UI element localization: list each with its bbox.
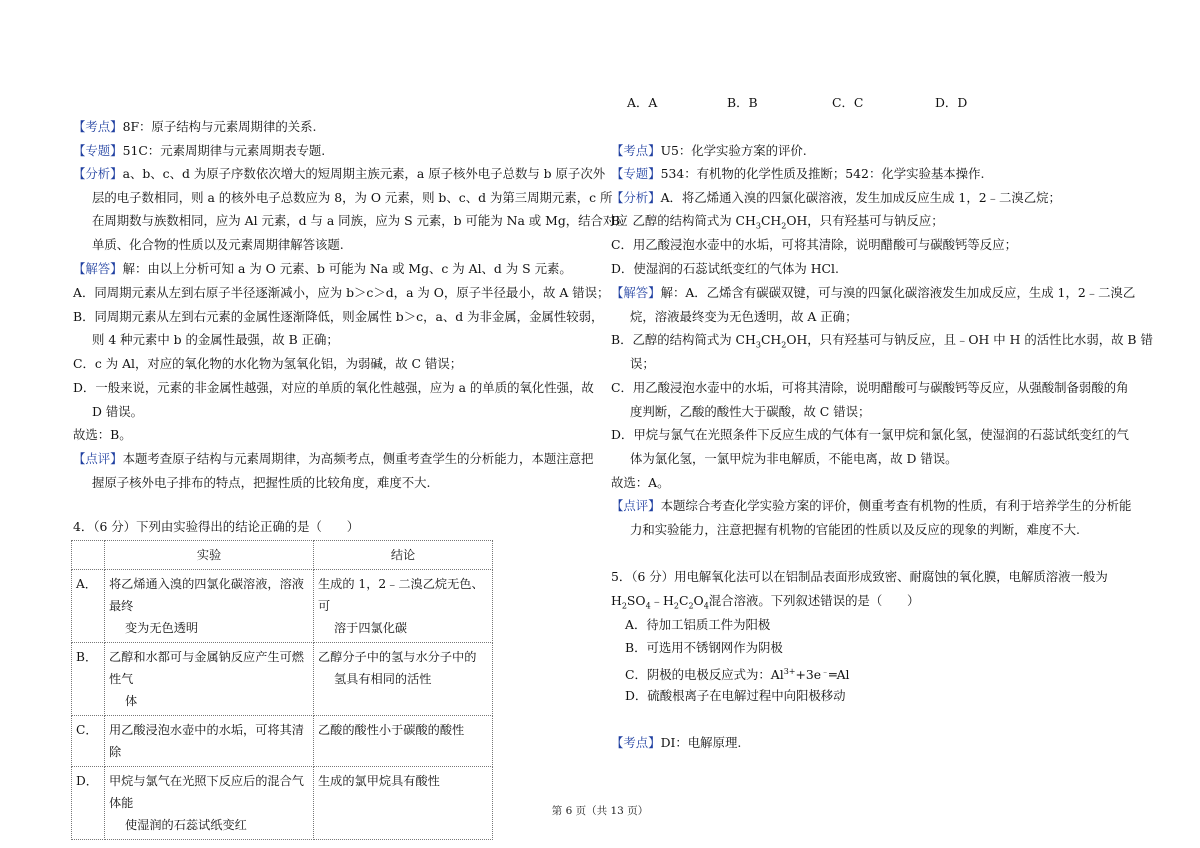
q5-option-b: B．可选用不锈钢网作为阴极 — [625, 640, 783, 655]
answer-line: 烷，溶液最终变为无色透明，故 A 正确； — [630, 309, 858, 324]
answer-line: B．同周期元素从左到右元素的金属性逐渐降低，则金属性 b＞c，a、d 为非金属，金属性较弱， — [73, 309, 604, 324]
option-a: A．A — [627, 95, 658, 110]
fenxi-line: C．用乙酸浸泡水壶中的水垢，可将其清除，说明醋酸可与碳酸钙等反应； — [611, 237, 1017, 252]
choice-line: 故选：B。 — [73, 427, 132, 442]
answer-line: D．甲烷与氯气在光照条件下反应生成的气体有一氯甲烷和氯化氢，使湿润的石蕊试纸变红的气 — [611, 427, 1129, 442]
answer-line: 度判断，乙酸的酸性大于碳酸，故 C 错误； — [630, 404, 871, 419]
question-5-formula: $H_2SO_4﹣H_2C_2O_4$混合溶液。下列叙述错误的是（ ） — [611, 593, 920, 611]
jieda-right: 【解答】解：A．乙烯含有碳碳双键，可与溴的四氯化碳溶液发生加成反应，生成 1，2﹣二溴乙 — [611, 285, 1136, 300]
fenxi-b: B．乙醇的结构简式为 $CH_3CH_2OH$，只有羟基可与钠反应； — [611, 213, 944, 231]
question-5: 5．（6 分）用电解氧化法可以在铝制品表面形成致密、耐腐蚀的氧化膜，电解质溶液一般为 — [611, 569, 1108, 584]
answer-line: C．用乙酸浸泡水壶中的水垢，可将其清除，说明醋酸可与碳酸钙等反应，从强酸制备弱酸的角 — [611, 380, 1129, 395]
answer-line: C．c 为 Al，对应的氧化物的水化物为氢氧化铝，为弱碱，故 C 错误； — [73, 356, 463, 371]
table-header-row — [72, 541, 493, 570]
zhuanti-left: 【专题】51C：元素周期律与元素周期表专题. — [73, 143, 326, 158]
page-footer: 第 6 页（共 13 页） — [551, 805, 649, 817]
kaodian-right: 【考点】U5：化学实验方案的评价. — [611, 143, 807, 158]
table-row: C． 用乙酸浸泡水壶中的水垢，可将其清除 乙酸的酸性小于碳酸的酸性 — [72, 716, 493, 767]
table-row: B． 乙醇和水都可与金属钠反应产生可燃性气 体 乙醇分子中的氢与水分子中的 氢具有相同的活性 — [72, 643, 493, 716]
answer-line: 则 4 种元素中 b 的金属性最强，故 B 正确； — [92, 332, 339, 347]
question-4: 4．（6 分）下列由实验得出的结论正确的是（ ） — [73, 519, 360, 534]
dianping-right: 【点评】本题综合考查化学实验方案的评价，侧重考查有机物的性质，有利于培养学生的分析能 — [611, 498, 1132, 513]
answer-line: 体为氯化氢，一氯甲烷为非电解质，不能电离，故 D 错误。 — [630, 451, 958, 466]
fenxi-right: 【分析】A．将乙烯通入溴的四氯化碳溶液，发生加成反应生成 1，2﹣二溴乙烷； — [611, 190, 1061, 205]
dianping-line: 力和实验能力，注意把握有机物的官能团的性质以及反应的现象的判断，难度不大. — [630, 522, 1081, 537]
kaodian-right-2: 【考点】DI：电解原理. — [611, 735, 742, 750]
q5-option-c: C．阴极的电极反应式为：$Al^{3+}+3e^﹣═Al$ — [625, 667, 850, 683]
option-c: C．C — [832, 95, 864, 110]
tag-label: 【考点】 — [73, 119, 123, 134]
table-row: A． 将乙烯通入溴的四氯化碳溶液，溶液最终 变为无色透明 生成的 1，2﹣二溴乙烷无色、可 溶于四氯化碳 — [72, 570, 493, 643]
table-header: 结论 — [314, 541, 493, 570]
fenxi-left: 【分析】a、b、c、d 为原子序数依次增大的短周期主族元素，a 原子核外电子总数与 b 原子次外 — [73, 166, 606, 181]
answer-line: 误； — [630, 356, 655, 371]
q5-option-d: D．硫酸根离子在电解过程中向阳极移动 — [625, 688, 846, 703]
fenxi-line: 层的电子数相同，则 a 的核外电子总数应为 8，为 O 元素，则 b、c、d 为第三周期元素，c 所 — [92, 190, 613, 205]
choice-line: 故选：A。 — [611, 475, 670, 490]
fenxi-line: D．使湿润的石蕊试纸变红的气体为 HCl. — [611, 261, 839, 276]
fenxi-line: 单质、化合物的性质以及元素周期律解答该题. — [92, 237, 344, 252]
answer-line: D．一般来说，元素的非金属性越强，对应的单质的氧化性越强，应为 a 的单质的氧化性强，故 — [73, 380, 594, 395]
dianping-line: 握原子核外电子排布的特点，把握性质的比较角度，难度不大. — [92, 475, 431, 490]
fenxi-line: 在周期数与族数相同，应为 Al 元素，d 与 a 同族，应为 S 元素，b 可能为 Na 或 Mg，结合对应 — [92, 213, 628, 228]
option-b: B．B — [727, 95, 758, 110]
experiment-table — [71, 540, 493, 840]
jieda-left: 【解答】解：由以上分析可知 a 为 O 元素、b 可能为 Na 或 Mg、c 为 Al、d 为 S 元素。 — [73, 261, 572, 276]
table-row: D． 甲烷与氯气在光照下反应后的混合气体能 使湿润的石蕊试纸变红 生成的氯甲烷具有酸性 — [72, 767, 493, 840]
answer-line: D 错误。 — [92, 404, 144, 419]
answer-b: B．乙醇的结构简式为 $CH_3CH_2OH$，只有羟基可与钠反应，且﹣OH 中 H 的活性比水弱，故 B 错 — [611, 332, 1153, 350]
answer-line: A．同周期元素从左到右原子半径逐渐减小，应为 b＞c＞d，a 为 O，原子半径最小，故 A 错误； — [73, 285, 610, 300]
dianping-left: 【点评】本题考查原子结构与元素周期律，为高频考点，侧重考查学生的分析能力，本题注意把 — [73, 451, 594, 466]
option-d: D．D — [935, 95, 968, 110]
zhuanti-right: 【专题】534：有机物的化学性质及推断；542：化学实验基本操作. — [611, 166, 985, 181]
kaodian-left: 【考点】8F：原子结构与元素周期律的关系. — [73, 119, 317, 134]
q5-option-a: A．待加工铝质工件为阳极 — [625, 617, 771, 632]
table-header: 实验 — [105, 541, 314, 570]
